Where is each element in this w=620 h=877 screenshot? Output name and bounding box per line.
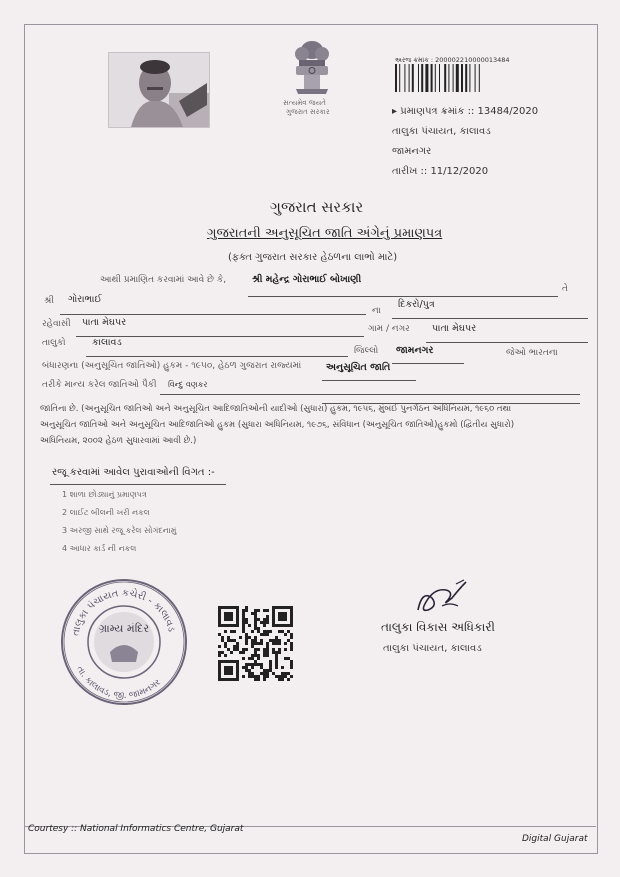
district-underline [392, 363, 464, 364]
national-emblem-icon [282, 36, 342, 96]
applicant-name: શ્રી મહેન્દ્ર ગોરાભાઈ બોખાણી [252, 274, 362, 285]
shri-label: શ્રી [44, 296, 54, 306]
certificate-subtitle: (ફક્ત ગુજરાત સરકાર હેઠળના લાભો માટે) [228, 252, 398, 263]
signatory-office: તાલુકા પંચાયત, કાલાવડ [383, 643, 482, 654]
footer-courtesy: Courtesy :: National Informatics Centre, Gujarat [28, 824, 244, 834]
district-label: જિલ્લો [354, 346, 379, 356]
district-value: જામનગર [396, 345, 434, 356]
resident-label: રહેવાસી [42, 319, 71, 329]
issuing-district: જામનગર [392, 146, 432, 157]
order-text: બંધારણના (અનુસૂચિત જાતિઓ) હુકમ - ૧૯૫૦, હેઠળ ગુજરાત રાજ્યમાં [42, 361, 302, 371]
resident-value: પાતા મેઘપર [82, 317, 127, 328]
document-item: 2 લાઈટ બીલની ખરી નકલ [62, 508, 150, 517]
relation-underline [392, 318, 588, 319]
government-title: ગુજરાત સરકાર [270, 198, 364, 216]
date-value: :: 11/12/2020 [420, 166, 489, 177]
documents-title: રજૂ કરવામાં આવેલ પુરાવાઓની વિગત :- [52, 467, 215, 478]
signatory-title: તાલુકા વિકાસ અધિકારી [381, 620, 495, 634]
caste-label: તરીકે માન્ય કરેલ જાતિઓ પૈકી [42, 380, 157, 390]
applicant-photo [108, 52, 210, 128]
certificate-title: ગુજરાતની અનુસૂચિત જાતિ અંગેનું પ્રમાણપત્ર [207, 226, 443, 241]
barcode-label: અરજ ક્રમાંક : 200002210000013484 [395, 56, 510, 64]
cert-no-label: પ્રમાણપત્ર ક્રમાંક [400, 106, 465, 117]
village-label: ગામ / નગર [368, 324, 410, 334]
document-item: 3 અરજી સાથે રજૂ કરેલ સોગંદનામું [62, 526, 177, 535]
name-suffix: તે [562, 284, 568, 294]
name-underline [248, 296, 558, 297]
state-text: જેઓ ભારતના [506, 348, 558, 358]
father-underline [60, 314, 366, 315]
paragraph-line-2: અનુસૂચિત જાતિઓ અને અનુસૂચિત આદિજાતિઓ હુકમ (સુધારા અધિનિયમ, ૧૯૭૬, સંવિધાન (અનુસૂચિત જાતિઓ)હુકમો (દ્વિતીય સુધારો) [40, 420, 515, 430]
taluka-value: કાલાવડ [92, 337, 122, 348]
emblem-caption: સત્યમેવ જયતે [283, 99, 326, 107]
date-label: તારીખ [392, 166, 418, 177]
bullet-icon: ▸ [392, 106, 398, 117]
village-value: પાતા મેઘપર [432, 323, 477, 334]
seal-center-text: ગ્રામ્ય મંદિર [98, 622, 150, 635]
category-underline [322, 380, 416, 381]
office-seal [58, 576, 190, 708]
caste-underline [160, 394, 580, 395]
certificate-number [392, 106, 538, 117]
issuing-office: તાલુકા પંચાયત, કાલાવડ [392, 126, 491, 137]
paragraph-line-3: અધિનિયમ, ૨૦૦૨ હેઠળ સુધારવામાં આવી છે.) [40, 436, 197, 446]
cert-no-value: :: 13484/2020 [467, 106, 539, 117]
document-item: 1 શાળા છોડ્યાનું પ્રમાણપત્ર [62, 490, 147, 499]
intro-label: આથી પ્રમાણિત કરવામાં આવે છે કે, [100, 275, 227, 285]
issue-date [392, 166, 488, 177]
emblem-sub-caption: ગુજરાત સરકાર [286, 108, 330, 116]
seal-ring-text: તાલુકા પંચાયત કચેરી - કાલાવડ [70, 587, 177, 637]
taluka-underline [86, 356, 348, 357]
seal-bottom-text: તા. કાલાવડ, જી. જામનગર [74, 664, 163, 702]
barcode [394, 64, 516, 92]
category-value: અનુસૂચિત જાતિ [326, 362, 391, 373]
paragraph-line-1: જાતિના છે. (અનુસૂચિત જાતિઓ અને અનુસૂચિત આદિજાતિઓની યાદીઓ (સુધારા) હુકમ, ૧૯૫૬, મુંબઈ પુનર્ગઠન અધિનિયમ, ૧૯૬૦ તથા [40, 404, 512, 414]
documents-title-underline [50, 484, 226, 485]
qr-code [218, 606, 294, 684]
relation-label: ના [372, 306, 381, 316]
father-name: ગોરાભાઈ [68, 294, 102, 305]
relation-value: દિકરો/પુત્ર [398, 299, 435, 310]
footer-brand: Digital Gujarat [522, 834, 588, 844]
legal-paragraph [40, 401, 585, 449]
village-underline [426, 342, 588, 343]
taluka-label: તાલુકો [42, 338, 66, 348]
document-item: 4 આધાર કાર્ડ ની નકલ [62, 544, 137, 553]
caste-value: વિન્દુ વણકર [168, 380, 208, 389]
officer-signature-icon [412, 576, 470, 618]
